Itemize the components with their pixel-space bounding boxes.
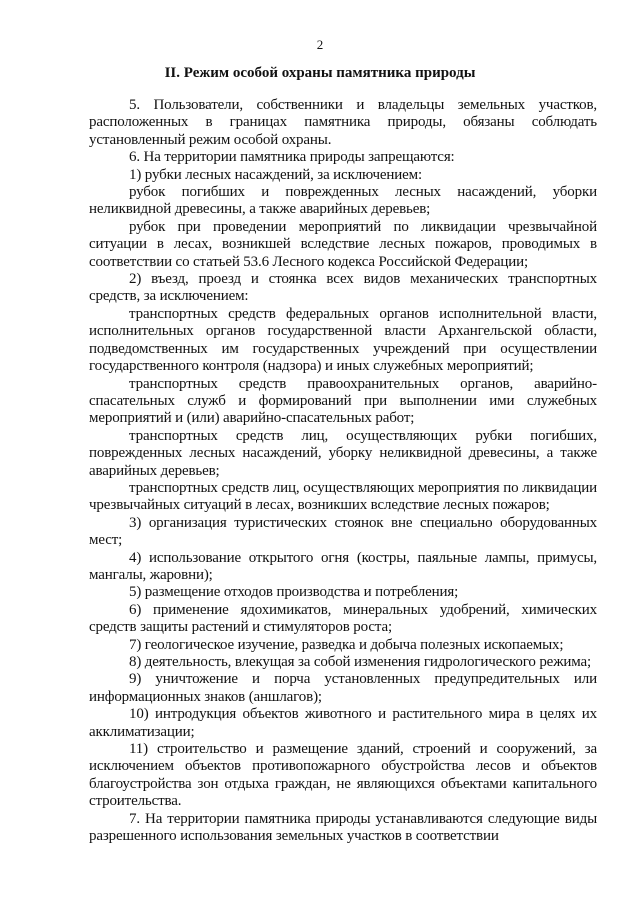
sub-item-dead-trees: рубок погибших и поврежденных лесных насаждений, уборки неликвидной древесины, а также аварийных деревьев;: [89, 184, 597, 218]
list-item-vehicles: 2) въезд, проезд и стоянка всех видов механических транспортных средств, за исключением:: [89, 271, 597, 305]
list-item-waste: 5) размещение отходов производства и потребления;: [129, 584, 459, 601]
list-item-construction: 11) строительство и размещение зданий, строений и сооружений, за исключением объектов противопожарного обустройства лесов и объектов благоустройства зон отдыха граждан, не являющихся объектами капитального строительства.: [89, 741, 597, 810]
paragraph-item-7: 7. На территории памятника природы устанавливаются следующие виды разрешенного использования земельных участков в соответствии: [89, 810, 597, 845]
list-item-geology: 7) геологическое изучение, разведка и добыча полезных ископаемых;: [129, 636, 564, 653]
paragraph-item-6: 6. На территории памятника природы запрещаются:: [129, 149, 455, 166]
list-item-hydrology: 8) деятельность, влекущая за собой изменения гидрологического режима;: [129, 654, 592, 670]
list-item-signs: 9) уничтожение и порча установленных предупредительных или информационных знаков (аншлагов);: [89, 671, 597, 705]
list-item-camps: 3) организация туристических стоянок вне специально оборудованных мест;: [89, 514, 597, 549]
sub-item-fire-vehicles: транспортных средств лиц, осуществляющих мероприятия по ликвидации чрезвычайных ситуаций в лесах, возникших вследствие лесных пожаров;: [89, 479, 597, 514]
list-item-introduction: 10) интродукция объектов животного и растительного мира в целях их акклиматизации;: [89, 706, 597, 740]
sub-item-federal-vehicles: транспортных средств федеральных органов исполнительной власти, исполнительных органов государственной власти Архангельской области, подведомственных им государственных учреждений при осуществлении государственного контроля (надзора) и иных служебных мероприятий;: [89, 305, 597, 375]
list-item-open-fire: 4) использование открытого огня (костры, паяльные лампы, примусы, мангалы, жаровни);: [89, 549, 597, 583]
paragraph-item-5: 5. Пользователи, собственники и владельцы земельных участков, расположенных в границах памятника природы, обязаны соблюдать установленный режим особой охраны.: [89, 97, 597, 148]
sub-item-logging-vehicles: транспортных средств лиц, осуществляющих рубки погибших, поврежденных лесных насаждений, уборку неликвидной древесины, а также аварийных деревьев;: [89, 427, 597, 479]
document-body: [89, 97, 597, 845]
list-item-logging: 1) рубки лесных насаждений, за исключением:: [129, 166, 423, 183]
section-title: II. Режим особой охраны памятника природы: [164, 65, 476, 81]
list-item-chemicals: 6) применение ядохимикатов, минеральных удобрений, химических средств защиты растений и стимуляторов роста;: [89, 601, 597, 636]
sub-item-emergency-logging: рубок при проведении мероприятий по ликвидации чрезвычайной ситуации в лесах, возникшей вследствие лесных пожаров, проводимых в соответствии со статьей 53.6 Лесного кодекса Российской Федерации;: [89, 218, 597, 270]
sub-item-rescue-vehicles: транспортных средств правоохранительных органов, аварийно-спасательных служб и формирований при выполнении ими служебных мероприятий и (или) аварийно-спасательных работ;: [89, 375, 597, 427]
page-number: 2: [316, 37, 324, 52]
